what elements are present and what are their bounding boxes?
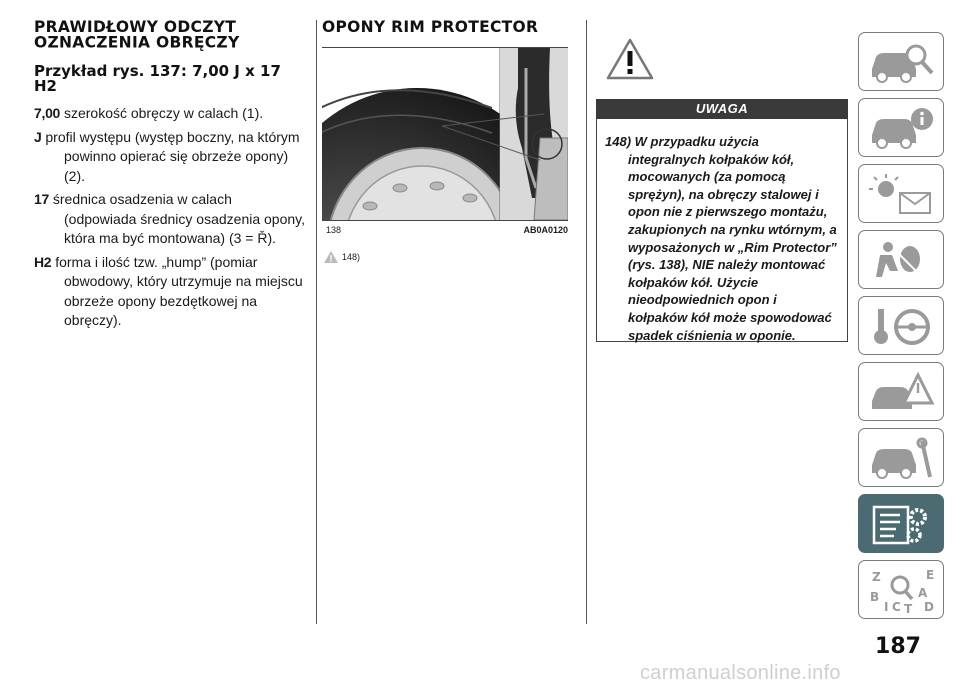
warning-reference[interactable] [324, 251, 572, 263]
svg-text:D: D [924, 599, 934, 613]
definition-text: średnica osadzenia w calach (odpowiada średnicy osadzenia opony, która ma być montowana) (3 = Ř). [52, 191, 306, 246]
warning-section [596, 38, 848, 342]
definition-text: forma i ilość tzw. „hump” (pomiar obwodowy, który utrzymuje na miejscu obrzeże opony bezdętkowej na obręczy). [55, 253, 303, 328]
chapter-tabs [858, 32, 944, 626]
figure-number: 138 [326, 225, 342, 235]
warning-small-icon [324, 251, 338, 263]
section-heading: PRAWIDŁOWY ODCZYT OZNACZENIA OBRĘCZY [34, 17, 240, 52]
svg-text:Z: Z [872, 569, 881, 584]
definition-term: 17 [34, 191, 49, 207]
warning-triangle-icon [866, 369, 936, 415]
warning-title: UWAGA [596, 99, 848, 119]
definition-text: profil występu (występ boczny, na którym powinno opierać się obrzeże opony) (2). [45, 128, 300, 184]
specifications-gear-icon [866, 501, 936, 547]
tab-safety[interactable] [858, 230, 944, 289]
warning-text: 148) W przypadku użycia integralnych kołpaków kół, mocowanych (za pomocą sprężyn), na obręczy stalowej i opon nie z pierwszego montażu, zakupionych na rynku wtórnym, a wyposażonych w „Rim Protector” (rys. 138), NIE należy montować kołpaków kół. Użycie nieodpowiednich opon i kołpaków kół może spowodować spadek ciśnienia w oponie. [605, 134, 837, 343]
column-divider-right [586, 20, 587, 624]
definition-term: J [34, 128, 42, 145]
tab-maintenance[interactable] [858, 428, 944, 487]
definition-profile [34, 128, 306, 187]
tire-illustration [322, 48, 568, 220]
definition-text: szerokość obręczy w calach (1). [63, 105, 264, 121]
tab-starting-driving[interactable] [858, 296, 944, 355]
example-subheading: Przykład rys. 137: 7,00 J x 17 H2 [34, 62, 281, 95]
tab-specifications[interactable] [858, 494, 944, 553]
definition-diameter [34, 190, 306, 249]
definition-term: H2 [34, 253, 52, 270]
definition-term: 7,00 [34, 105, 61, 121]
car-tools-icon [866, 435, 936, 481]
tab-emergency[interactable] [858, 362, 944, 421]
svg-text:T: T [904, 601, 913, 613]
tab-index[interactable] [858, 560, 944, 619]
figure-code: AB0A0120 [523, 225, 568, 235]
warning-box [596, 119, 848, 342]
definition-hump [34, 253, 306, 331]
light-message-icon [866, 171, 936, 217]
airbag-safety-icon [866, 237, 936, 283]
car-info-icon [866, 105, 936, 151]
page-number: 187 [875, 634, 921, 659]
column-divider-left [316, 20, 317, 624]
tab-car-search[interactable] [858, 32, 944, 91]
svg-text:B: B [870, 589, 880, 604]
index-search-icon [866, 567, 936, 613]
rim-marking-section [34, 17, 306, 335]
key-steering-icon [866, 303, 936, 349]
svg-text:C: C [892, 599, 901, 613]
tire-rim-figure [322, 47, 568, 221]
warning-triangle-icon [606, 38, 654, 80]
warning-ref-text: 148) [342, 252, 361, 262]
figure-caption [322, 225, 572, 235]
rim-protector-section [322, 17, 572, 263]
tab-car-info[interactable] [858, 98, 944, 157]
definition-width [34, 104, 306, 124]
svg-text:I: I [884, 599, 889, 613]
svg-text:E: E [926, 567, 935, 582]
car-search-icon [866, 39, 936, 85]
tab-lights-messages[interactable] [858, 164, 944, 223]
svg-text:A: A [918, 585, 928, 600]
watermark: carmanualsonline.info [640, 662, 841, 684]
section-heading: OPONY RIM PROTECTOR [322, 17, 539, 37]
